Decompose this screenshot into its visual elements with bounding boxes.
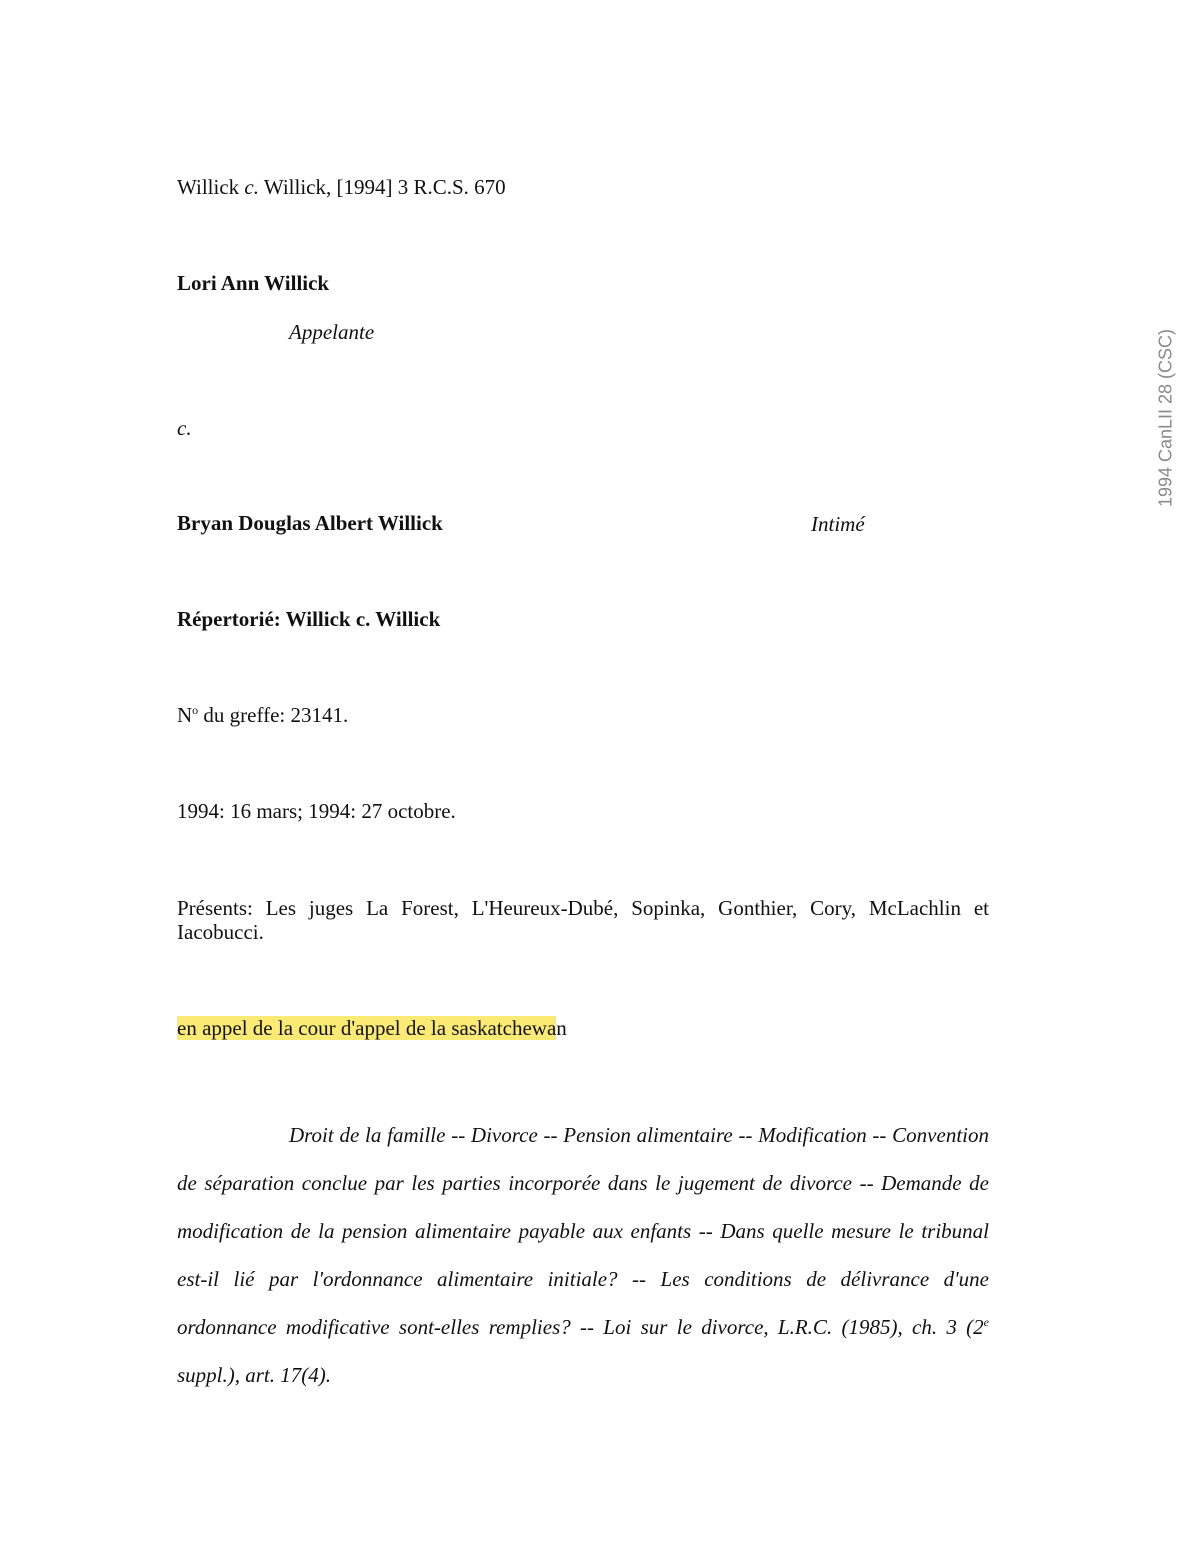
citation-party: Willick	[177, 175, 240, 199]
appellant-role: Appelante	[289, 320, 375, 344]
catchwords-tail: suppl.), art. 17(4).	[177, 1363, 331, 1387]
docket-rest: du greffe: 23141.	[198, 703, 349, 727]
indexed-as: Répertorié: Willick c. Willick	[177, 607, 441, 631]
respondent-role: Intimé	[811, 512, 865, 536]
canlii-watermark: 1994 CanLII 28 (CSC)	[1155, 328, 1176, 508]
docket-prefix: N	[177, 703, 193, 727]
appeal-from	[177, 1016, 567, 1041]
hearing-dates: 1994: 16 mars; 1994: 27 octobre.	[177, 799, 456, 823]
catchwords-text: Droit de la famille -- Divorce -- Pension alimentaire -- Modification -- Convention de séparation conclue par les parties incorporée dans le jugement de divorce -- Demande de modification de la pension alimentaire payable aux enfants -- Dans quelle mesure le tribunal est-il lié par l'ordonnance alimentaire initiale? -- Les conditions de délivrance d'une ordonnance modificative sont-elles remplies? -- Loi sur le divorce, L.R.C. (1985), ch. 3 (2	[177, 1123, 989, 1339]
docket-number	[177, 703, 348, 728]
versus-label: c.	[177, 416, 192, 440]
catchwords-paragraph	[177, 1111, 989, 1399]
coram: Présents: Les juges La Forest, L'Heureux-Dubé, Sopinka, Gonthier, Cory, McLachlin et Iacobucci.	[177, 896, 989, 944]
appeal-from-tail: n	[556, 1016, 567, 1040]
case-citation	[177, 175, 506, 200]
citation-versus: c.	[244, 175, 259, 199]
citation-rest: Willick, [1994] 3 R.C.S. 670	[263, 175, 506, 199]
appellant-name: Lori Ann Willick	[177, 271, 330, 295]
respondent-name: Bryan Douglas Albert Willick	[177, 511, 443, 535]
highlighted-text: en appel de la cour d'appel de la saskatchewa	[177, 1016, 557, 1040]
docket-superscript: o	[192, 703, 199, 717]
catchwords-superscript: e	[983, 1315, 989, 1329]
